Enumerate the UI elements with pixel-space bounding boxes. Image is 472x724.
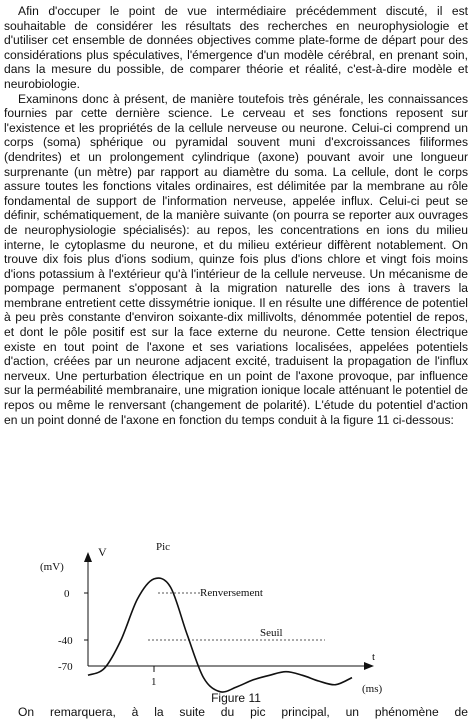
reversal-label: Renversement [200, 587, 263, 599]
x-unit-label: (ms) [362, 683, 383, 695]
x-axis-label: t [372, 651, 376, 663]
y-tick-label: 0 [64, 588, 70, 600]
threshold-label: Seuil [260, 627, 283, 639]
figure-caption: Figure 11 [211, 691, 261, 705]
y-axis-label: V [98, 545, 107, 559]
action-potential-figure [20, 538, 450, 708]
peak-label: Pic [156, 541, 171, 553]
y-tick-label: -70 [58, 661, 73, 673]
y-tick-label: -40 [58, 635, 73, 647]
paragraph: Afin d'occuper le point de vue intermédiaire précédemment discuté, il est souhaitable de considérer les résultats des recherches en neurophysiologie et d'utiliser cet ensemble de données objectives comme plate-forme de départ pour des considérations plus spéculatives, l'émergence d'un modèle cérébral, en prenant soin, dans la mesure du possible, de comparer théorie et réalité, c'est-à-dire modèle et neurobiologie. [4, 4, 468, 91]
paragraph: Examinons donc à présent, de manière toutefois très générale, les connaissances fournies par cette dernière science. Le cerveau et ses fonctions reposent sur l'existence et les propriétés de la cellule nerveuse ou neurone. Celui-ci comprend un corps (soma) sphérique ou pyramidal souvent muni d'excroissances filiformes (dendrites) et un prolongement cylindrique (axone) pouvant avoir une longueur surprenante (un mètre) par rapport au diamètre du soma. La cellule, dont le corps assure toutes les fonctions vitales ordinaires, est délimitée par la membrane au rôle fondamental de support de l'information nerveuse, appelée influx. Celui-ci peut se définir, schématiquement, de la manière suivante (on pourra se reporter aux ouvrages de neurophysiologie spécialisés): au repos, les concentrations en ions du milieu interne, le cytoplasme du neurone, et du milieu extérieur diffèrent notablement. On trouve dix fois plus d'ions sodium, quinze fois plus d'ions chlore et vingt fois moins d'ions potassium à l'extérieur qu'à l'intérieur de la cellule nerveuse. Un mécanisme de pompage permanent s'opposant à la migration naturelle des ions à travers la membrane entretient cette dissymétrie ionique. Il en résulte une différence de potentiel à peu près constante d'environ soixante-dix millivolts, dénommée potentiel de repos, et dont le pôle positif est sur la face externe du neurone. Cette tension électrique existe en tout point de l'axone et ses variations localisées, appelées potentiels d'action, créées par un neurone adjacent excité, traduisent la propagation de l'influx nerveux. Une perturbation électrique en un point de l'axone provoque, par influence sur la perméabilité membranaire, une migration ionique locale atténuant le potentiel de repos ou même le renversant (changement de polarité). L'étude du potentiel d'action en un point donné de l'axone en fonction du temps conduit à la figure 11 ci-dessous: [4, 91, 468, 427]
x-tick-label: 1 [151, 676, 157, 688]
document-body [4, 4, 468, 427]
y-axis-arrow-icon [84, 552, 92, 562]
x-axis-arrow-icon [364, 662, 374, 670]
paragraph-continuation: On remarquera, à la suite du pic principal, un phénomène de [18, 705, 468, 719]
y-unit-label: (mV) [40, 561, 64, 573]
